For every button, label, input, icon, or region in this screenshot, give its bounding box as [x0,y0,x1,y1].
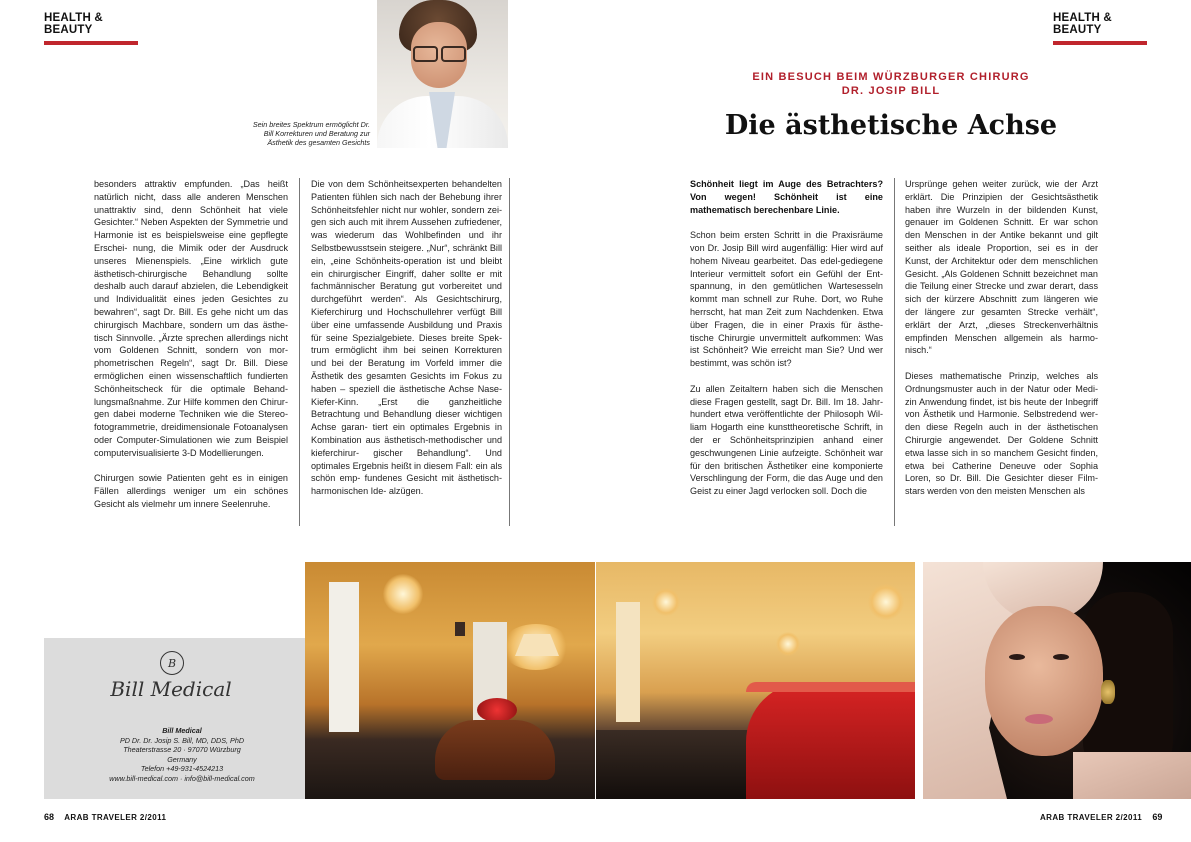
section-tag-left: HEALTH & BEAUTY [44,12,138,45]
publication-right: ARAB TRAVELER 2/2011 [1040,813,1143,822]
column-divider [509,178,510,526]
contact-country: Germany [167,754,197,764]
page-number-right: 69 [1152,812,1163,822]
article-kicker [700,70,1082,98]
article-intro: Schönheit liegt im Auge des Betrachters? Von wegen! Schönheit ist eine mathematisch berechenbare Linie. [690,179,883,215]
contact-phone: Telefon +49-931-4524213 [140,764,224,773]
bill-medical-logo: Bill Medical [110,677,232,701]
text-column-2 [311,178,502,498]
section-tag-right: HEALTH & BEAUTY [1053,12,1147,45]
paragraph: Chirurgen sowie Patienten geht es in einigen Fällen allerdings weniger um ein schönes Gesicht als vielmehr um innere Seelenruhe. [94,473,288,509]
kicker-line-2: DR. JOSIP BILL [841,85,941,97]
paragraph: Dieses mathematische Prinzip, welches als Ordnungsmuster auch in der Natur oder Medi- zin Anwendung findet, ist bis heute der Inbegriff von Ästhetik und Harmonie. Selbstredend wer- den diese Regeln auch in der ästhetischen Chirurgie angewendet. Der Goldene Schnitt etwa lasse sich in so manchem Gesicht finden, etwa bei Catherine Deneuve oder Sophia Loren, so Dr. Bill. Die Gesichter dieser Film- stars werden von den meisten Menschen als [905,370,1098,497]
woman-portrait-photo [923,562,1191,799]
folio-right [1040,812,1162,822]
portrait-caption: Sein breites Spektrum ermöglicht Dr. Bill Korrekturen und Beratung zur Ästhetik des gesamten Gesichts [252,120,370,147]
page-number-left: 68 [44,812,55,822]
folio-left [44,812,166,822]
contact-name: Bill Medical [162,726,202,735]
column-divider [894,178,895,526]
article-title: Die ästhetische Achse [724,110,1058,141]
text-column-1 [94,178,288,511]
paragraph: Zu allen Zeitaltern haben sich die Menschen diese Fragen gestellt, sagt Dr. Bill. Im 18. Jahr- hundert etwa veröffentlichte der Philosoph Wil- liam Hogarth eine kunsttheoretische Schrift, in der er Schönheitsprinzipien anhand einer geschwungenen Linie aufzeigte. Schönheit war für den britischen Ästhetiker eine komponierte Verschlingung der Form, die das Auge und den Geist zu einer Jagd verlocken soll. Doch die [690,383,883,497]
kicker-line-1: EIN BESUCH BEIM WÜRZBURGER CHIRURG [752,71,1030,83]
paragraph: Ursprünge gehen weiter zurück, wie der Arzt erklärt. Die Prinzipien der Gesichtsästhetik haben ihre Wurzeln in der bildenden Kunst, genauer im Goldenen Schnitt. Er war schon den Menschen in der Antike bekannt und gilt seither als ideale Proportion, sei es in der Kunst, der Architektur oder dem menschlichen Gesicht. „Als Goldenen Schnitt bezeichnet man die Teilung einer Strecke und zwar derart, dass sich der kürzere Abschnitt zum längeren wie der längere zur gesamten Strecke verhält“, erklärt der Arzt, „dieses Streckenverhältnis empfinden Menschen allgemein als harmo- nisch.“ [905,179,1098,356]
paragraph: Die von dem Schönheitsexperten behandelten Patienten fühlen sich nach der Behebung ihrer Schönheitsfehler nicht nur wohler, sondern zei- gen sich auch mit ihrem Aussehen zufriedener, was wiederum das Wohlbefinden und ihr Selbstbewusstsein steigere. „Nur“, schränkt Bill ein, „eine Schönheits-operation ist und bleibt ein chirurgischer Eingriff, daher sollte er mit fachmännischer Beratung gut vorbereitet und durchgeführt werden“. Als Gesichtschirurg, Kieferchirurg und Hochschullehrer verfügt Bill über eine umfassende Ausbildung und Praxis für seine Spezialgebiete. Dieses breite Spek- trum ermöglicht ihm bei seinen Korrekturen und bei der Beratung im Vorfeld immer die Ästhetik des gesamten Gesichts im Fokus zu haben – speziell die ästhetische Achse Nase- Kiefer-Kinn. „Erst die ganzheitliche Betrachtung und Behandlung dieser wichtigen Achse garan- tiert ein optimales Ergebnis in Kombination aus ästhetisch-methodischer und kieferchirur- gischer Behandlung“. Und optimales Ergebnis heißt in diesem Fall: ein als schön emp- fundenes Gesicht mit ästhetisch-harmonischen Ide- alzügen. [311,179,502,497]
text-column-4 [905,178,1098,498]
practice-hallway-photo [305,562,595,799]
publication-left: ARAB TRAVELER 2/2011 [64,813,167,822]
contact-doctor: PD Dr. Dr. Josip S. Bill, MD, DDS, PhD [119,735,245,745]
text-column-3 [690,178,883,498]
doctor-portrait-photo [377,0,508,148]
contact-web: www.bill-medical.com · info@bill-medical.com [109,773,255,783]
paragraph: Schon beim ersten Schritt in die Praxisräume von Dr. Josip Bill wird augenfällig: Hier wird auf hohem Niveau gearbeitet. Das edel-gediegene Interieur vermittelt sofort ein Gefühl der Ent- spannung, in den gemütlichen Wartesesseln kommt man schnell zur Ruhe. Dort, wo Ruhe herrscht, hat man Zeit zum Nachdenken. Etwa über Fragen, die in einer Praxis für ästhe- tische Chirurgie unvermittelt aufkommen: Was ist Schönheit? Wie erreicht man Sie? Und wer bestimmt, was schön ist? [690,230,883,369]
contact-address: Theaterstrasse 20 · 97070 Würzburg [123,745,241,754]
practice-reception-photo [596,562,915,799]
bill-medical-monogram-icon: B [160,651,184,675]
paragraph: besonders attraktiv empfunden. „Das heißt natürlich nicht, dass alle anderen Menschen unattraktiv sind, denn Schönheit hat viele Gesichter.“ Neben Aspekten der Symmetrie und Harmonie ist es beispielsweise eine gepflegte Erschei- nung, die Mimik oder der Ausdruck unseres Mienenspiels. „Eine wirklich gute ästhetisch-chirurgische Behandlung sollte deshalb auch darauf abzielen, die Lebendigkeit und Individualität eines jeden Gesichtes zu bewahren“, sagt Dr. Bill. Es gehe nicht um das chirurgisch Machbare, sondern um das ästhe- tisch Sinnvolle. „Ärzte sprechen allerdings nicht vom Goldenen Schnitt, sondern von mor- phometrischen Regeln“, sagt Dr. Bill. Diese ermöglichen einen wissenschaftlich fundierten Schönheitscheck für die optimale Behand- lungsmaßnahme. Zur Hilfe kommen den Chirur- gen dabei moderne Techniken wie die Stereo- fotogrammetrie, dreidimensionale Fotoanalysen oder Computer-Simulationen wie zum Beispiel computervisualisierte 3-D Modellierungen. [94,179,288,458]
contact-details [82,726,282,783]
column-divider [299,178,300,526]
